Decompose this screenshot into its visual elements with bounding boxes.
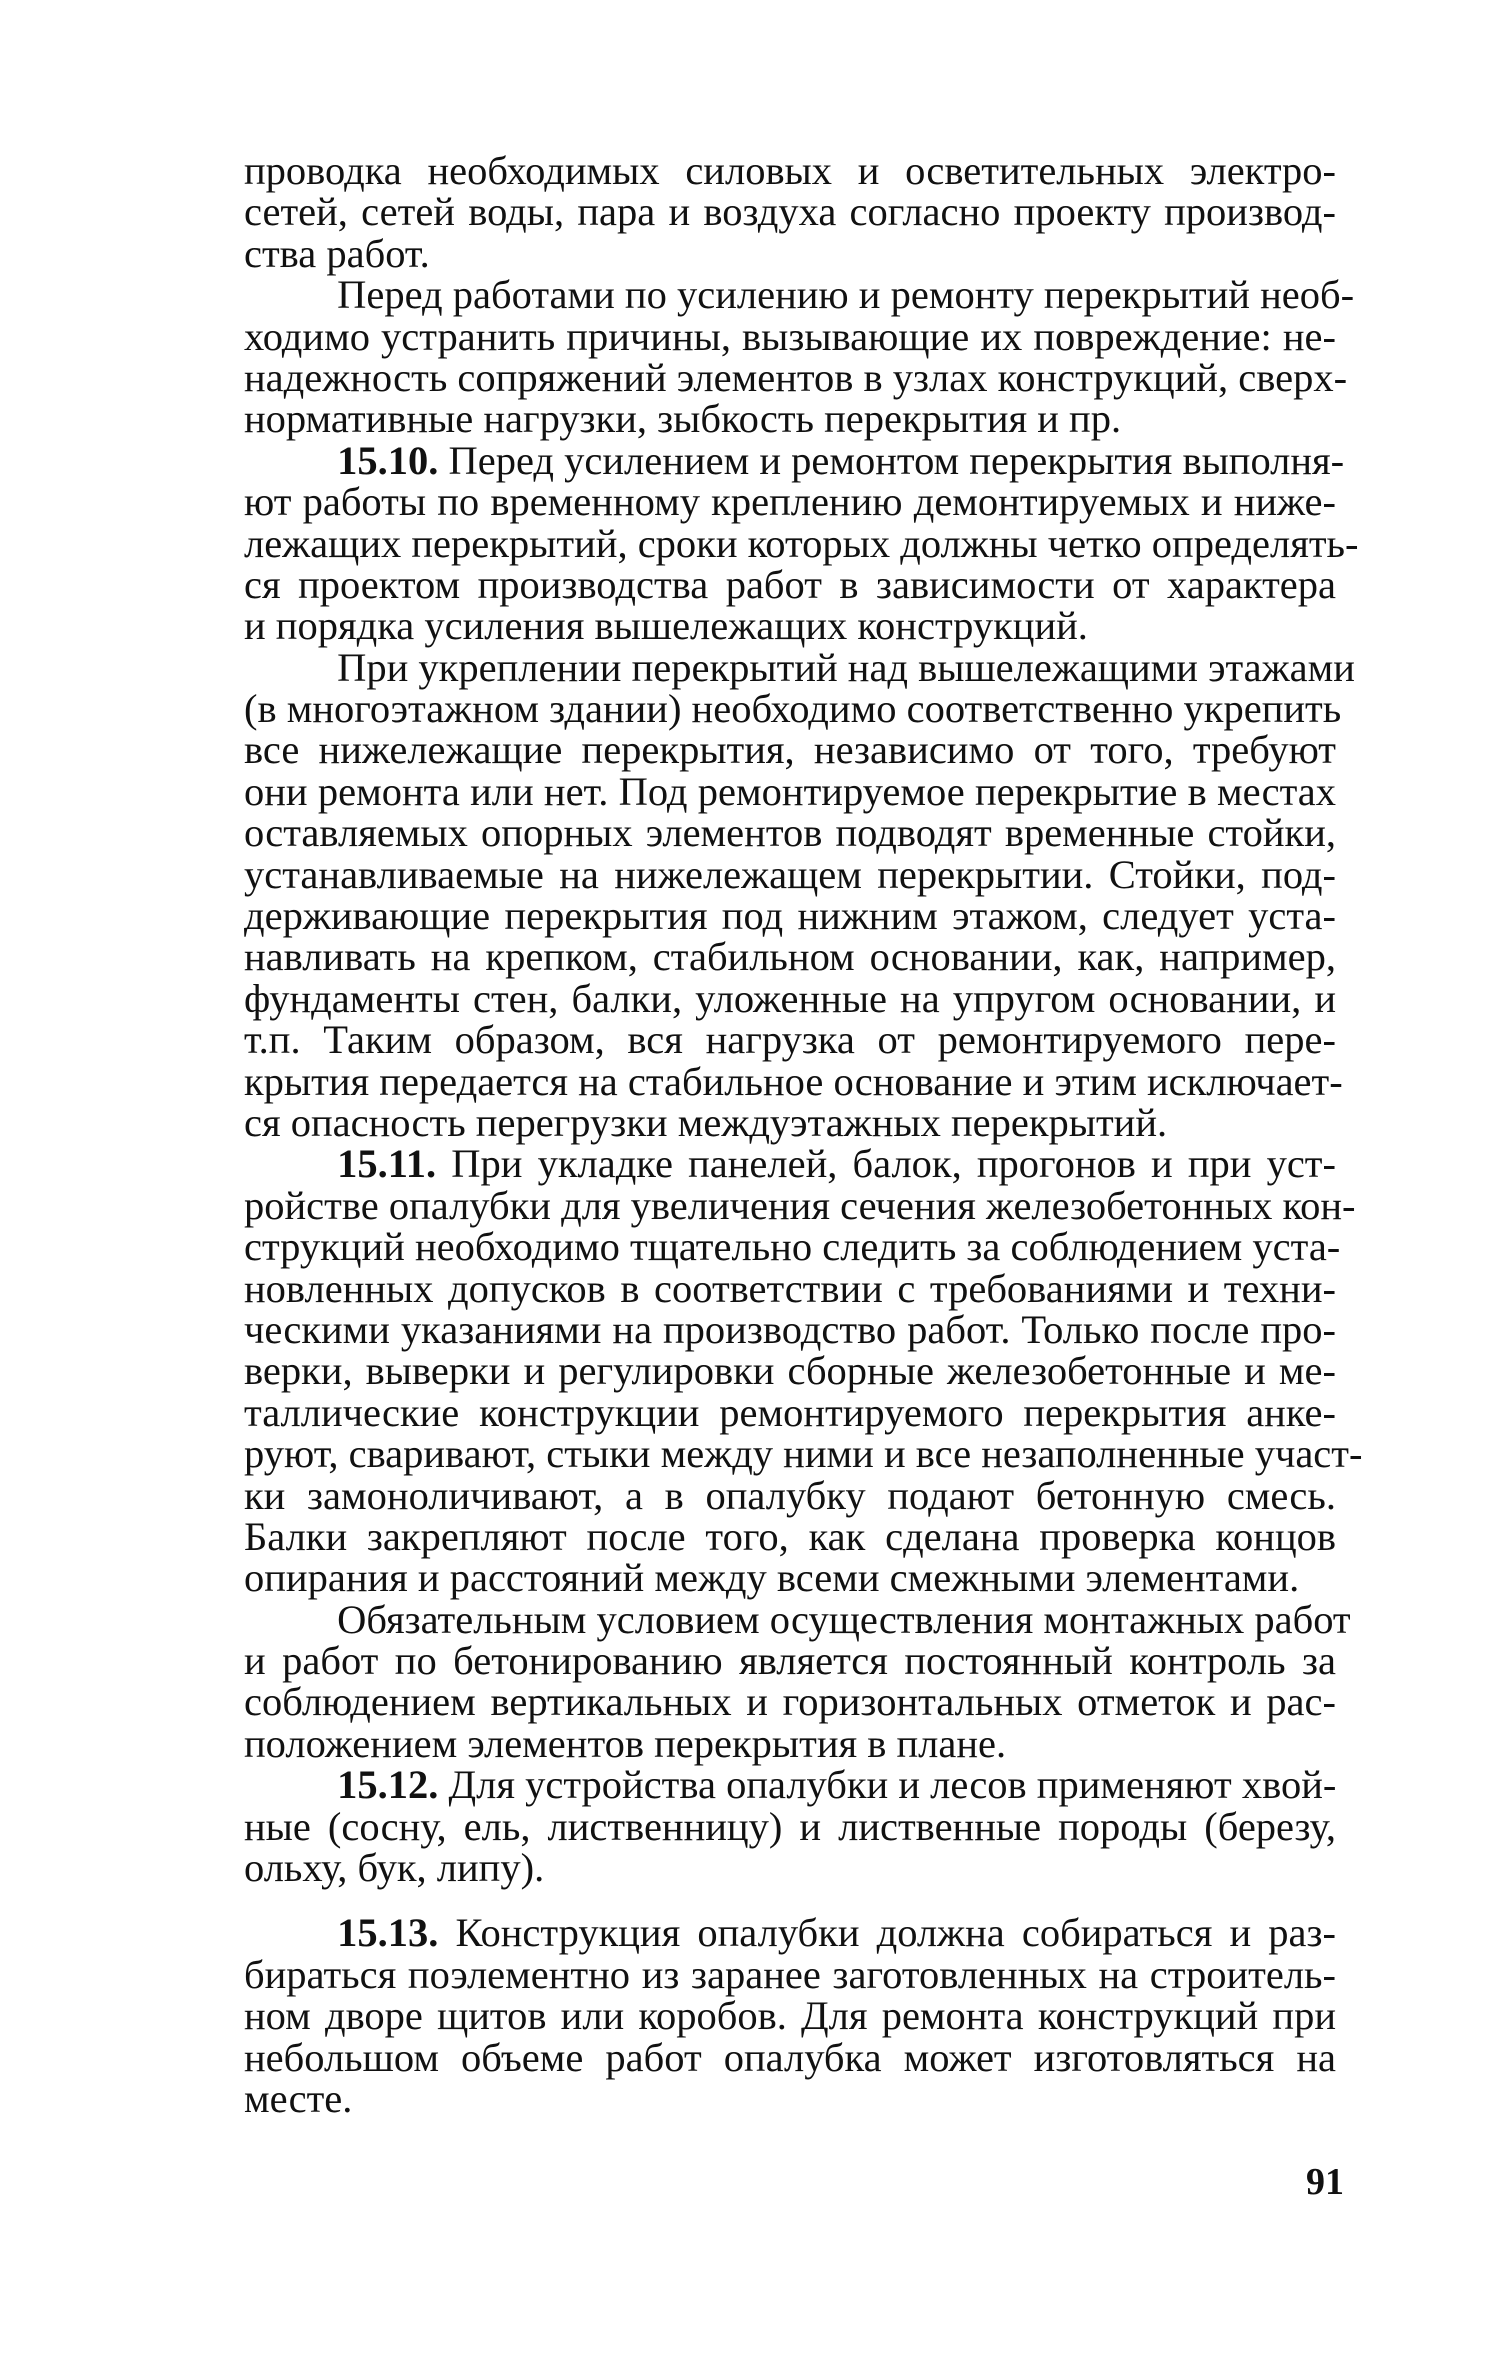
line-text: устанавливаемые на нижележащем перекрытии. Стойки, под- bbox=[244, 851, 1336, 897]
line-text: ся опасность перегрузки междуэтажных перекрытий. bbox=[244, 1099, 1168, 1145]
text-line bbox=[244, 1306, 1336, 1352]
text-line bbox=[244, 1431, 1363, 1477]
line-text: месте. bbox=[244, 2075, 353, 2121]
text-line bbox=[244, 686, 1342, 732]
text-line bbox=[244, 1910, 1336, 1956]
text-line bbox=[244, 561, 1336, 607]
line-text: соблюдением вертикальных и горизонтальных отметок и рас- bbox=[244, 1679, 1336, 1725]
text-line bbox=[244, 1348, 1336, 1394]
text-line bbox=[244, 1845, 1336, 1891]
line-text: Для устройства опалубки и лесов применяют хвой- bbox=[438, 1762, 1337, 1808]
line-text: фундаменты стен, балки, уложенные на упругом основании, и bbox=[244, 975, 1336, 1021]
line-text: т.п. Таким образом, вся нагрузка от ремонтируемого пере- bbox=[244, 1017, 1336, 1063]
line-text: Перед усилением и ремонтом перекрытия выполня- bbox=[438, 437, 1345, 483]
section-number: 15.13. bbox=[337, 1910, 439, 1956]
line-text: ства работ. bbox=[244, 230, 430, 276]
line-text: нормативные нагрузки, зыбкость перекрытия и пр. bbox=[244, 396, 1122, 442]
text-line bbox=[244, 1762, 1337, 1808]
text-line bbox=[244, 1555, 1336, 1601]
text-line bbox=[244, 313, 1336, 359]
line-text: они ремонта или нет. Под ремонтируемое перекрытие в местах bbox=[244, 768, 1336, 814]
text-line bbox=[244, 1265, 1336, 1311]
line-text: ся проектом производства работ в зависимости от характера bbox=[244, 561, 1336, 607]
line-text: новленных допусков в соответствии с требованиями и техни- bbox=[244, 1265, 1336, 1311]
line-text: При укладке панелей, балок, прогонов и при уст- bbox=[436, 1141, 1336, 1187]
line-text: крытия передается на стабильное основание и этим исключает- bbox=[244, 1058, 1343, 1104]
text-line bbox=[244, 727, 1336, 773]
text-line bbox=[244, 893, 1336, 939]
line-text: верки, выверки и регулировки сборные железобетонные и ме- bbox=[244, 1348, 1336, 1394]
text-line bbox=[244, 2075, 1336, 2121]
text-line bbox=[244, 354, 1348, 400]
text-line bbox=[244, 768, 1336, 814]
line-text: струкций необходимо тщательно следить за соблюдением уста- bbox=[244, 1224, 1341, 1270]
line-text: Конструкция опалубки должна собираться и раз- bbox=[438, 1910, 1336, 1956]
text-line bbox=[244, 2034, 1336, 2080]
line-text: ном дворе щитов или коробов. Для ремонта конструкций при bbox=[244, 1993, 1336, 2039]
line-text: ные (сосну, ель, лиственницу) и лиственные породы (березу, bbox=[244, 1803, 1336, 1849]
line-text: небольшом объеме работ опалубка может изготовляться на bbox=[244, 2034, 1336, 2080]
line-text: оставляемых опорных элементов подводят временные стойки, bbox=[244, 810, 1336, 856]
line-text: ки замоноличивают, а в опалубку подают бетонную смесь. bbox=[244, 1472, 1336, 1518]
text-line bbox=[244, 1099, 1336, 1145]
line-text: (в многоэтажном здании) необходимо соответственно укрепить bbox=[244, 686, 1342, 732]
text-line bbox=[244, 1513, 1336, 1559]
text-line bbox=[244, 1472, 1336, 1518]
line-text: и порядка усиления вышележащих конструкций. bbox=[244, 603, 1088, 649]
line-text: ют работы по временному креплению демонтируемых и ниже- bbox=[244, 479, 1336, 525]
text-line bbox=[244, 934, 1336, 980]
text-line bbox=[244, 1803, 1336, 1849]
line-text: навливать на крепком, стабильном основании, как, например, bbox=[244, 934, 1336, 980]
line-text: ройстве опалубки для увеличения сечения железобетонных кон- bbox=[244, 1182, 1356, 1228]
text-line bbox=[244, 1224, 1341, 1270]
text-line bbox=[244, 1141, 1336, 1187]
text-line bbox=[244, 1638, 1336, 1684]
line-text: Балки закрепляют после того, как сделана проверка концов bbox=[244, 1513, 1336, 1559]
text-line bbox=[244, 396, 1336, 442]
line-text: ческими указаниями на производство работ. Только после про- bbox=[244, 1306, 1336, 1352]
line-text: Обязательным условием осуществления монтажных работ bbox=[337, 1596, 1351, 1642]
section-number: 15.11. bbox=[337, 1141, 437, 1187]
line-text: проводка необходимых силовых и осветительных электро- bbox=[244, 148, 1336, 193]
line-text: лежащих перекрытий, сроки которых должны четко определять- bbox=[244, 520, 1359, 566]
text-line bbox=[244, 1679, 1336, 1725]
text-line bbox=[244, 272, 1355, 318]
line-text: все нижележащие перекрытия, независимо от того, требуют bbox=[244, 727, 1336, 773]
line-text: ходимо устранить причины, вызывающие их повреждение: не- bbox=[244, 313, 1336, 359]
line-text: руют, сваривают, стыки между ними и все незаполненные участ- bbox=[244, 1431, 1363, 1477]
text-line bbox=[244, 150, 1336, 191]
text-line bbox=[244, 1017, 1336, 1063]
section-number: 15.10. bbox=[337, 437, 439, 483]
text-line bbox=[244, 1058, 1343, 1104]
line-text: ольху, бук, липу). bbox=[244, 1845, 545, 1891]
text-line bbox=[244, 1596, 1351, 1642]
line-text: Перед работами по усилению и ремонту перекрытий необ- bbox=[337, 272, 1355, 318]
text-line bbox=[244, 1720, 1336, 1766]
line-text: опирания и расстояний между всеми смежными элементами. bbox=[244, 1555, 1300, 1601]
line-text: таллические конструкции ремонтируемого перекрытия анке- bbox=[244, 1389, 1336, 1435]
line-text: сетей, сетей воды, пара и воздуха согласно проекту производ- bbox=[244, 189, 1336, 235]
text-line bbox=[244, 810, 1336, 856]
text-line bbox=[244, 479, 1336, 525]
text-line bbox=[244, 603, 1336, 649]
text-line bbox=[244, 644, 1355, 690]
text-line bbox=[244, 437, 1345, 483]
page-number: 91 bbox=[1306, 2161, 1344, 2203]
text-line bbox=[244, 1951, 1336, 1997]
text-line bbox=[244, 1182, 1356, 1228]
line-text: При укреплении перекрытий над вышележащими этажами bbox=[337, 644, 1355, 690]
text-line bbox=[244, 1993, 1336, 2039]
line-text: держивающие перекрытия под нижним этажом, следует уста- bbox=[244, 893, 1336, 939]
line-text: и работ по бетонированию является постоянный контроль за bbox=[244, 1638, 1336, 1684]
text-line bbox=[244, 520, 1359, 566]
text-line bbox=[244, 975, 1336, 1021]
text-line bbox=[244, 230, 1336, 276]
text-line bbox=[244, 189, 1336, 235]
text-line bbox=[244, 851, 1336, 897]
text-line bbox=[244, 1389, 1336, 1435]
line-text: надежность сопряжений элементов в узлах конструкций, сверх- bbox=[244, 354, 1348, 400]
line-text: бираться поэлементно из заранее заготовленных на строитель- bbox=[244, 1951, 1336, 1997]
body-text bbox=[244, 148, 1363, 2121]
line-text: положением элементов перекрытия в плане. bbox=[244, 1720, 1007, 1766]
section-number: 15.12. bbox=[337, 1762, 439, 1808]
